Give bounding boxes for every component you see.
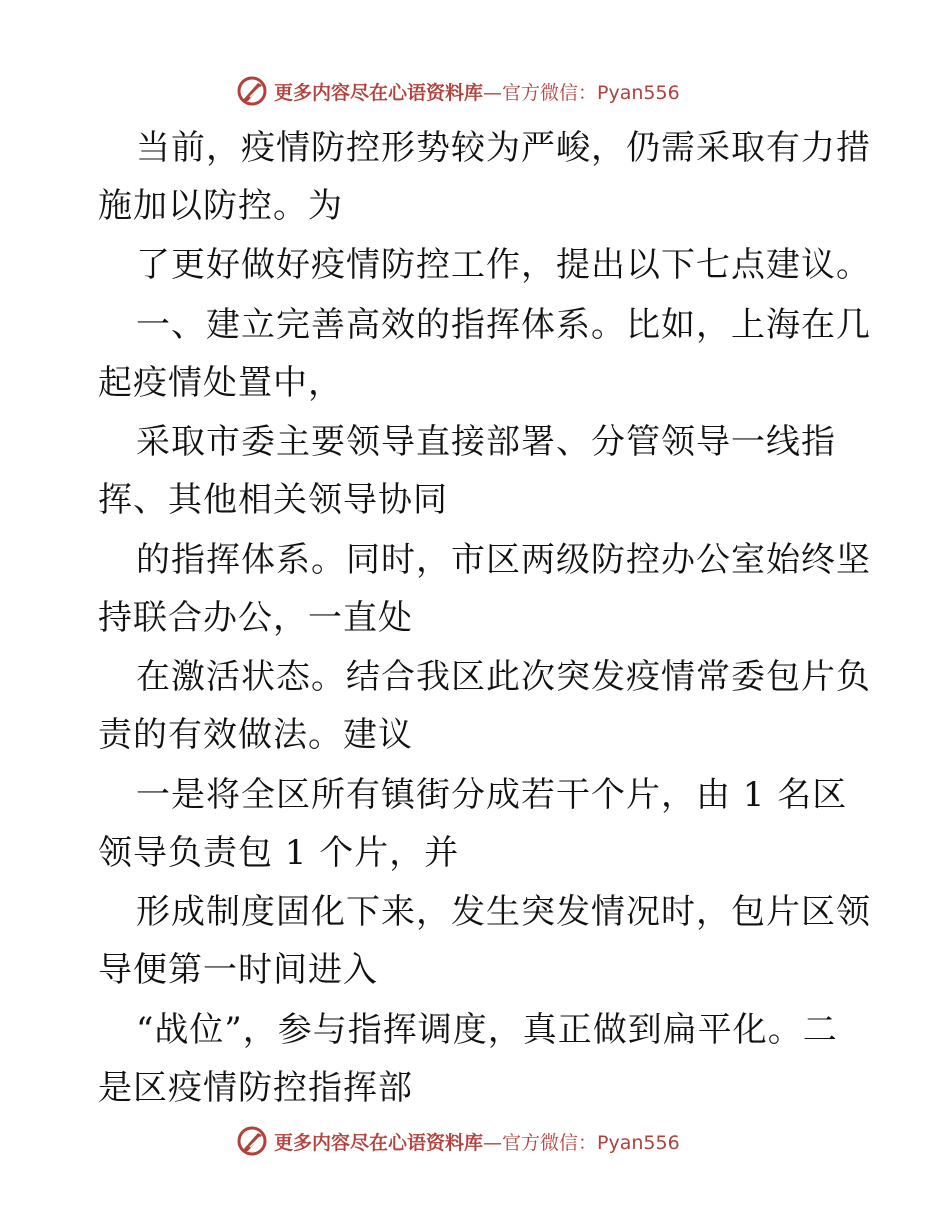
text-line: 一、建立完善高效的指挥体系。比如，上海在几 xyxy=(136,305,871,345)
text-line: 导便第一时间进入 xyxy=(98,950,378,990)
header-banner xyxy=(236,73,680,109)
text-line: 一是将全区所有镇街分成若干个片，由 1 名区 xyxy=(136,775,848,815)
text-line: 了更好做好疫情防控工作，提出以下七点建议。 xyxy=(136,245,871,285)
text-line: “战位”，参与指挥调度，真正做到扁平化。二 xyxy=(136,1010,838,1050)
text-line: 当前，疫情防控形势较为严峻，仍需采取有力措 xyxy=(136,128,871,168)
text-line: 施加以防控。为 xyxy=(98,186,343,226)
text-line: 持联合办公，一直处 xyxy=(98,598,413,638)
text-line: 形成制度固化下来，发生突发情况时，包片区领 xyxy=(136,892,871,932)
text-line: 采取市委主要领导直接部署、分管领导一线指 xyxy=(136,422,836,462)
header-banner-main-text: 更多内容尽在心语资料库 xyxy=(274,81,484,104)
text-line: 在激活状态。结合我区此次突发疫情常委包片负 xyxy=(136,657,871,697)
text-line: 领导负责包 1 个片，并 xyxy=(98,833,460,873)
footer-banner-main-text: 更多内容尽在心语资料库 xyxy=(274,1131,484,1154)
quill-circle-icon xyxy=(236,1125,268,1157)
header-banner-tail-text: —官方微信：Pyan556 xyxy=(483,81,680,104)
text-line: 起疫情处置中， xyxy=(98,363,343,403)
footer-banner xyxy=(236,1123,680,1159)
text-line: 是区疫情防控指挥部 xyxy=(98,1068,413,1108)
quill-circle-icon xyxy=(236,75,268,107)
text-line: 的指挥体系。同时，市区两级防控办公室始终坚 xyxy=(136,540,871,580)
text-line: 责的有效做法。建议 xyxy=(98,715,413,755)
footer-banner-tail-text: —官方微信：Pyan556 xyxy=(483,1131,680,1154)
text-line: 挥、其他相关领导协同 xyxy=(98,480,448,520)
